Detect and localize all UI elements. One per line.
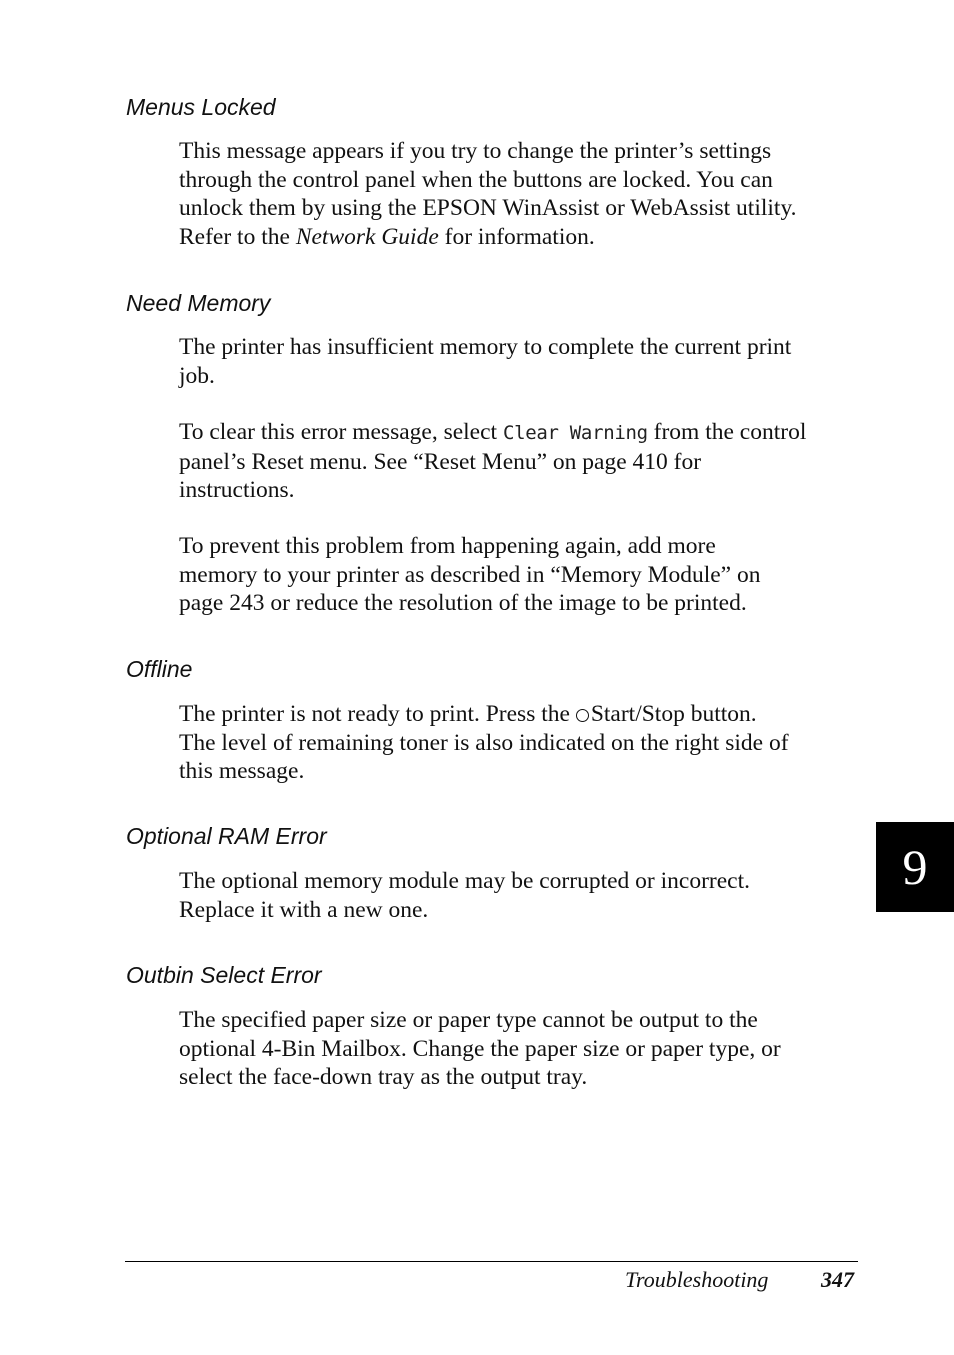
text-fragment: from the control (647, 419, 807, 445)
text-line: To prevent this problem from happening again, add more (179, 533, 716, 559)
paragraph-need-memory-2 (179, 418, 869, 505)
text-fragment: for information. (438, 224, 595, 251)
chapter-tab: 9 (876, 822, 954, 912)
page-number: 347 (821, 1267, 854, 1292)
text-line: The specified paper size or paper type cannot be output to the (179, 1007, 758, 1033)
start-stop-circle-icon (576, 709, 589, 722)
paragraph-menus-locked (179, 137, 869, 252)
text-fragment: Refer to the (179, 224, 296, 251)
heading-menus-locked: Menus Locked (126, 94, 276, 120)
text-line: This message appears if you try to change the printer’s settings (179, 138, 772, 164)
text-line: panel’s Reset menu. See “Reset Menu” on page 410 for (179, 448, 702, 475)
paragraph-need-memory-3 (179, 532, 869, 618)
text-line: through the control panel when the buttons are locked. You can (179, 166, 773, 193)
text-line: The printer has insufficient memory to complete the current print (179, 334, 792, 360)
text-line: job. (179, 362, 215, 389)
text-line: unlock them by using the EPSON WinAssist or WebAssist utility. (179, 195, 797, 222)
paragraph-need-memory-1 (179, 333, 869, 390)
paragraph-outbin-select-error (179, 1006, 869, 1092)
footer-divider (125, 1261, 858, 1262)
paragraph-offline (179, 700, 869, 786)
heading-outbin-select-error: Outbin Select Error (126, 962, 322, 988)
heading-optional-ram-error: Optional RAM Error (126, 823, 327, 849)
text-line: select the face-down tray as the output tray. (179, 1064, 588, 1091)
text-line: optional 4-Bin Mailbox. Change the paper size or paper type, or (179, 1035, 781, 1062)
text-fragment: The printer is not ready to print. Press the (179, 701, 576, 727)
text-line: this message. (179, 758, 305, 785)
text-line: The level of remaining toner is also indicated on the right side of (179, 729, 789, 756)
footer-section-name: Troubleshooting (625, 1267, 769, 1292)
text-line: memory to your printer as described in “Memory Module” on (179, 561, 761, 588)
paragraph-optional-ram-error (179, 867, 869, 924)
text-line: The optional memory module may be corrupted or incorrect. (179, 868, 750, 894)
network-guide-reference: Network Guide (295, 224, 439, 251)
text-line: page 243 or reduce the resolution of the image to be printed. (179, 590, 747, 617)
text-line (179, 223, 869, 252)
text-line: Replace it with a new one. (179, 896, 429, 923)
heading-need-memory: Need Memory (126, 290, 271, 316)
text-fragment: Start/Stop button. (590, 701, 757, 727)
clear-warning-menu-item: Clear Warning (502, 422, 648, 444)
heading-offline: Offline (126, 656, 193, 682)
text-line (179, 700, 869, 729)
text-fragment: To clear this error message, select (179, 419, 503, 445)
text-line: instructions. (179, 477, 295, 504)
text-line (179, 418, 869, 448)
